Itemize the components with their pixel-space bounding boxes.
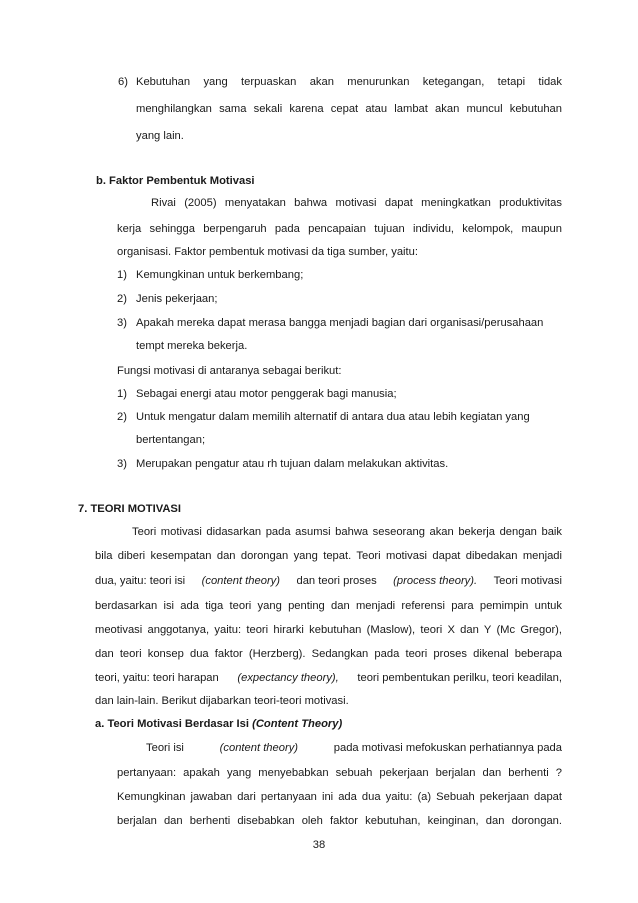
list-number: 3) bbox=[117, 458, 127, 470]
list-item-continuation: tempt mereka bekerja. bbox=[136, 340, 248, 352]
text-run: dan teori proses bbox=[296, 575, 377, 587]
paragraph-line bbox=[95, 574, 562, 588]
paragraph-line: yang lain. bbox=[136, 130, 184, 142]
list-item: Apakah mereka dapat merasa bangga menjadi bagian dari organisasi/perusahaan bbox=[136, 317, 544, 329]
text-run: teori pembentukan perilku, teori keadilan, bbox=[357, 672, 562, 684]
list-item: Jenis pekerjaan; bbox=[136, 293, 218, 305]
paragraph-line bbox=[95, 671, 562, 685]
text-run: Teori motivasi bbox=[493, 575, 562, 587]
list-item: Untuk mengatur dalam memilih alternatif di antara dua atau lebih kegiatan yang bbox=[136, 411, 530, 423]
list-number: 1) bbox=[117, 388, 127, 400]
paragraph-line: Kebutuhan yang terpuaskan akan menurunkan ketegangan, tetapi tidak bbox=[136, 76, 562, 88]
list-item-continuation: bertentangan; bbox=[136, 434, 206, 446]
heading-text: a. Teori Motivasi Berdasar Isi bbox=[95, 718, 253, 730]
text-run: pada motivasi mefokuskan perhatiannya pada bbox=[333, 742, 562, 754]
text-run: (content theory) bbox=[219, 742, 299, 754]
paragraph-line: Kemungkinan jawaban dari pertanyaan ini ada dua yaitu: (a) Sebuah pekerjaan dapat bbox=[117, 791, 562, 803]
paragraph-line: berdasarkan isi ada tiga teori yang penting dan menjadi referensi para pemimpin untuk bbox=[95, 600, 562, 612]
paragraph-line: Rivai (2005) menyatakan bahwa motivasi dapat meningkatkan produktivitas bbox=[151, 197, 562, 209]
text-run: (expectancy theory), bbox=[237, 672, 339, 684]
list-item: Merupakan pengatur atau rh tujuan dalam melakukan aktivitas. bbox=[136, 458, 449, 470]
paragraph-line: bila diberi kesempatan dan dorongan yang tepat. Teori motivasi dapat dibedakan menjadi bbox=[95, 550, 562, 562]
paragraph-line: dan lain-lain. Berikut dijabarkan teori-teori motivasi. bbox=[95, 695, 349, 707]
section-heading: 7. TEORI MOTIVASI bbox=[78, 503, 181, 515]
paragraph-line: Teori motivasi didasarkan pada asumsi bahwa seseorang akan bekerja dengan baik bbox=[132, 526, 562, 538]
list-number: 6) bbox=[118, 76, 128, 88]
section-heading bbox=[95, 717, 342, 731]
paragraph-line: dan teori konsep dua faktor (Herzberg). Sedangkan pada teori proses dikenal beberapa bbox=[95, 648, 562, 660]
paragraph-line: berjalan dan berhenti disebabkan oleh faktor kebutuhan, keinginan, dan dorongan. bbox=[117, 815, 562, 827]
text-run: teori, yaitu: teori harapan bbox=[95, 672, 219, 684]
list-number: 2) bbox=[117, 411, 127, 423]
text-run: (process theory). bbox=[393, 575, 478, 587]
paragraph-line: meotivasi anggotanya, yaitu: teori hirarki kebutuhan (Maslow), teori X dan Y (Mc Gregor), bbox=[95, 624, 562, 636]
paragraph-line: pertanyaan: apakah yang menyebabkan sebuah pekerjaan berjalan dan berhenti ? bbox=[117, 767, 562, 779]
page-number: 38 bbox=[312, 839, 326, 851]
text-run: dua, yaitu: teori isi bbox=[95, 575, 186, 587]
paragraph-line: menghilangkan sama sekali karena cepat atau lambat akan muncul kebutuhan bbox=[136, 103, 562, 115]
text-run: Teori isi bbox=[146, 742, 184, 754]
section-heading: b. Faktor Pembentuk Motivasi bbox=[96, 175, 255, 187]
list-number: 1) bbox=[117, 269, 127, 281]
heading-text: (Content Theory) bbox=[252, 718, 343, 730]
paragraph-line: Fungsi motivasi di antaranya sebagai berikut: bbox=[117, 365, 342, 377]
list-item: Kemungkinan untuk berkembang; bbox=[136, 269, 304, 281]
paragraph-line bbox=[146, 741, 562, 755]
paragraph-line: organisasi. Faktor pembentuk motivasi da tiga sumber, yaitu: bbox=[117, 246, 418, 258]
paragraph-line: kerja sehingga berpengaruh pada pencapaian tujuan individu, kelompok, maupun bbox=[117, 223, 562, 235]
list-number: 2) bbox=[117, 293, 127, 305]
text-run: (content theory) bbox=[201, 575, 280, 587]
list-number: 3) bbox=[117, 317, 127, 329]
list-item: Sebagai energi atau motor penggerak bagi manusia; bbox=[136, 388, 397, 400]
